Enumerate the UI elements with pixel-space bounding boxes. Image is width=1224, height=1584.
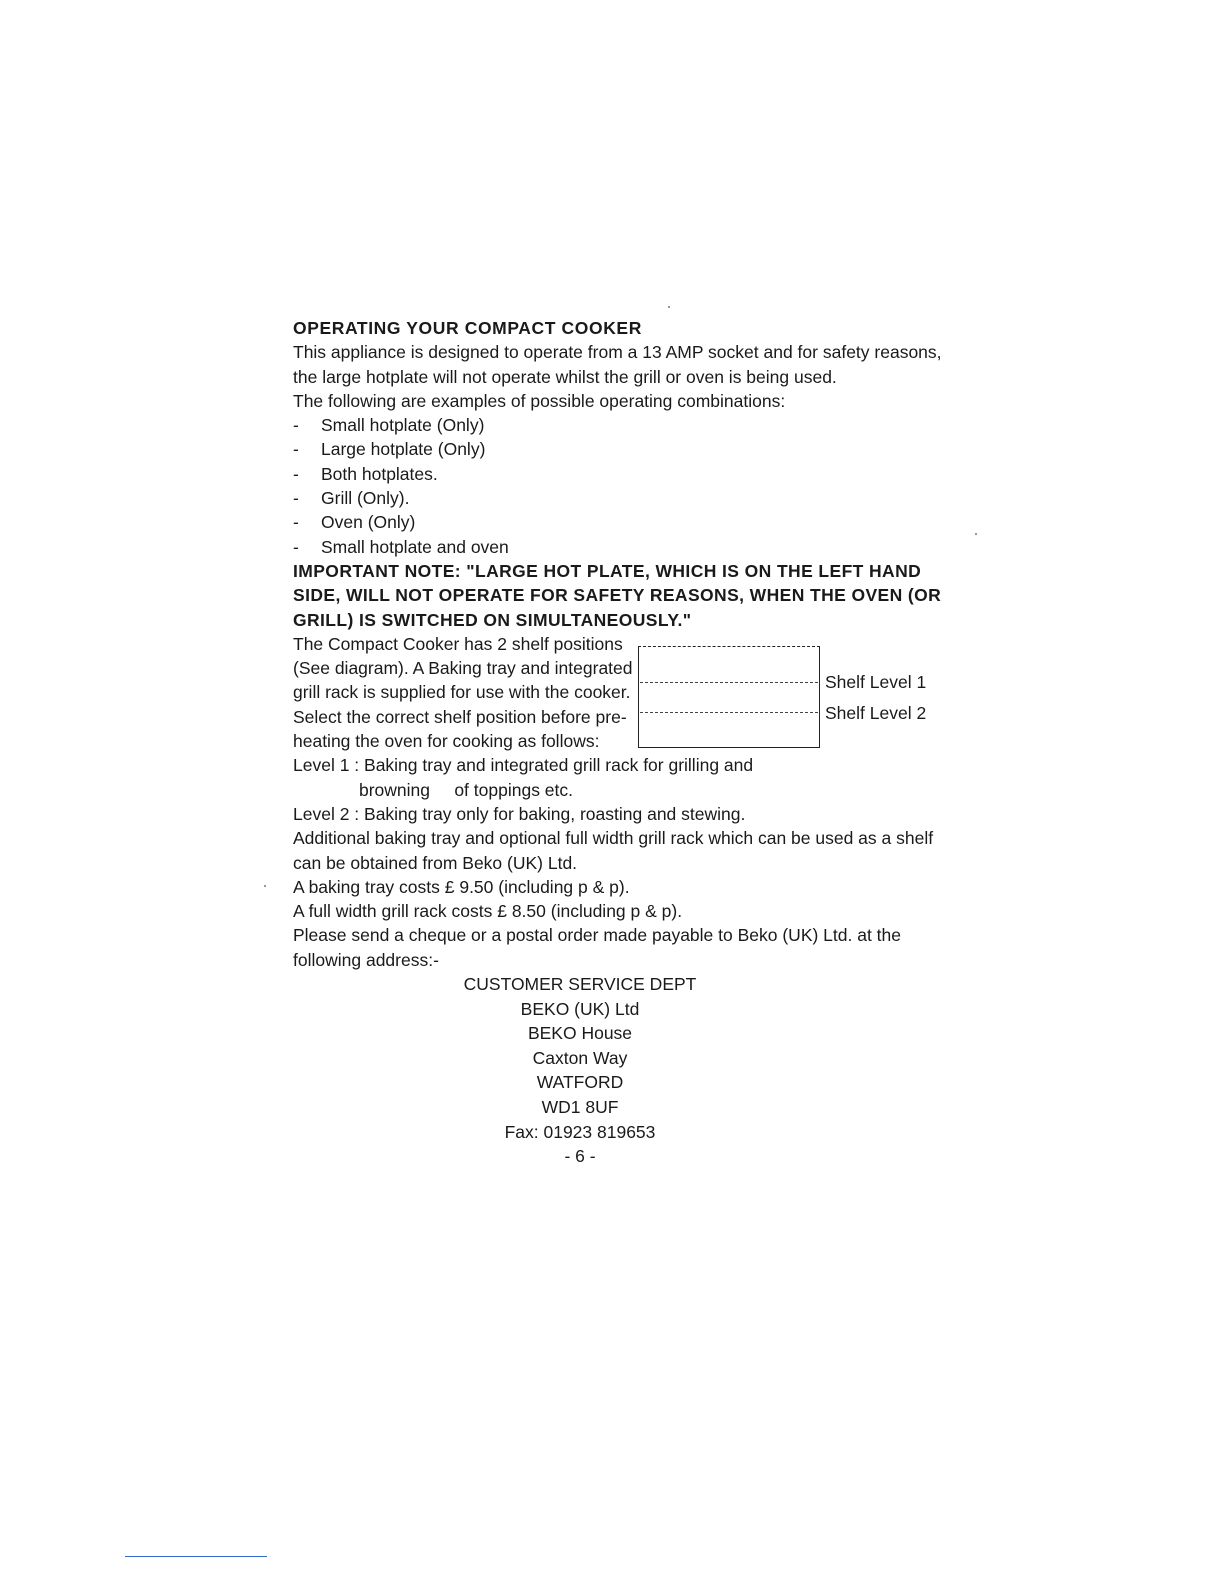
shelf-diagram bbox=[638, 646, 927, 750]
level-1-continuation: browning of toppings etc. bbox=[359, 779, 574, 800]
address-line: Caxton Way bbox=[532, 1047, 628, 1068]
section-heading: OPERATING YOUR COMPACT COOKER bbox=[293, 318, 642, 338]
list-item: - Oven (Only) bbox=[293, 510, 953, 534]
address-line: WD1 8UF bbox=[541, 1096, 619, 1117]
list-item: - Small hotplate and oven bbox=[293, 535, 953, 559]
dash-bullet-icon: - bbox=[293, 536, 299, 557]
level-2-text: Level 2 : Baking tray only for baking, roasting and stewing. bbox=[293, 803, 746, 824]
list-item: - Grill (Only). bbox=[293, 486, 953, 510]
level-1-text: Level 1 : Baking tray and integrated grill rack for grilling and bbox=[293, 755, 754, 776]
list-item: - Large hotplate (Only) bbox=[293, 437, 953, 461]
oven-cavity-outline bbox=[638, 646, 820, 748]
page-number: - 6 - bbox=[564, 1146, 596, 1167]
shelf-section bbox=[293, 632, 953, 723]
rack-cost: A full width grill rack costs £ 8.50 (including p & p). bbox=[293, 901, 683, 922]
address-line: Fax: 01923 819653 bbox=[504, 1121, 656, 1142]
dash-bullet-icon: - bbox=[293, 463, 299, 484]
shelf-level-1-label: Shelf Level 1 bbox=[825, 671, 927, 692]
send-paragraph: Please send a cheque or a postal order made payable to Beko (UK) Ltd. at the following address:- bbox=[293, 925, 902, 970]
list-item: - Both hotplates. bbox=[293, 462, 953, 486]
list-item: - Small hotplate (Only) bbox=[293, 413, 953, 437]
dash-bullet-icon: - bbox=[293, 415, 299, 436]
combinations-list bbox=[293, 413, 953, 559]
dash-bullet-icon: - bbox=[293, 439, 299, 460]
combinations-intro: The following are examples of possible operating combinations: bbox=[293, 390, 786, 411]
address-line: BEKO House bbox=[527, 1023, 633, 1044]
scan-speck bbox=[975, 533, 977, 535]
dash-bullet-icon: - bbox=[293, 512, 299, 533]
select-paragraph: Select the correct shelf position before pre-heating the oven for cooking as follows: bbox=[293, 706, 627, 752]
address-line: WATFORD bbox=[536, 1072, 624, 1093]
additional-paragraph: Additional baking tray and optional full width grill rack which can be used as a shelf can be obtained from Beko (UK) Ltd. bbox=[293, 828, 934, 873]
scan-speck bbox=[668, 306, 670, 308]
page-content bbox=[293, 316, 953, 1169]
shelf-level-2-label: Shelf Level 2 bbox=[825, 702, 927, 723]
scan-speck bbox=[264, 885, 266, 887]
address-line: BEKO (UK) Ltd bbox=[520, 998, 640, 1019]
important-note: IMPORTANT NOTE: "LARGE HOT PLATE, WHICH IS ON THE LEFT HAND SIDE, WILL NOT OPERATE FOR SAFETY REASONS, WHEN THE OVEN (OR GRILL) IS SWITCHED ON SIMULTANEOUSLY." bbox=[293, 560, 942, 630]
intro-paragraph: This appliance is designed to operate from a 13 AMP socket and for safety reasons, the large hotplate will not operate whilst the grill or oven is being used. bbox=[293, 342, 942, 387]
address-line: CUSTOMER SERVICE DEPT bbox=[463, 974, 697, 995]
shelf-line-1 bbox=[640, 682, 818, 683]
footer-rule bbox=[125, 1556, 267, 1557]
shelf-line-2 bbox=[640, 712, 818, 713]
tray-cost: A baking tray costs £ 9.50 (including p & p). bbox=[293, 876, 630, 897]
dash-bullet-icon: - bbox=[293, 488, 299, 509]
address-block bbox=[293, 972, 867, 1169]
shelf-paragraph: The Compact Cooker has 2 shelf positions (See diagram). A Baking tray and integrated grill rack is supplied for use with the cooker. bbox=[293, 633, 633, 703]
